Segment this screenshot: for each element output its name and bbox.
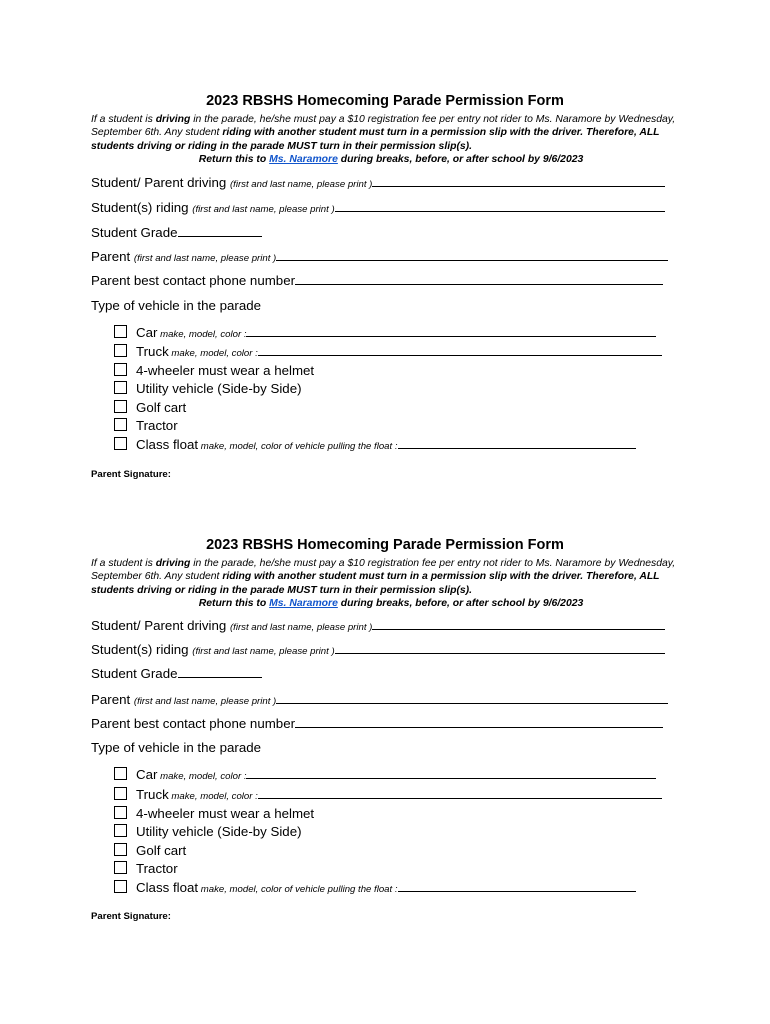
- option-4-wheeler[interactable]: 4-wheeler must wear a helmet: [114, 806, 314, 821]
- parent-name-field[interactable]: Parent (first and last name, please print ): [91, 692, 668, 707]
- option-utility-vehicle[interactable]: Utility vehicle (Side-by Side): [114, 824, 302, 839]
- checkbox[interactable]: [114, 437, 127, 450]
- checkbox[interactable]: [114, 824, 127, 837]
- student-parent-driving-field[interactable]: Student/ Parent driving (first and last name, please print ): [91, 618, 665, 633]
- student-grade-field[interactable]: Student Grade: [91, 225, 262, 240]
- student-grade-field[interactable]: Student Grade: [91, 666, 262, 681]
- option-utility-vehicle[interactable]: Utility vehicle (Side-by Side): [114, 381, 302, 396]
- option-class-float[interactable]: Class float make, model, color of vehicle pulling the float :: [114, 880, 636, 895]
- parent-phone-field[interactable]: Parent best contact phone number: [91, 716, 663, 731]
- checkbox[interactable]: [114, 418, 127, 431]
- form-instructions: If a student is driving in the parade, he/she must pay a $10 registration fee per entry not rider to Ms. Naramore by Wednesday, September 6th. Any student riding with another student must turn in a permission slip with the driver. Therefore, ALL students driving or riding in the parade MUST turn in their permission slip(s). Return this to Ms. Naramore during breaks, before, or after school by 9/6/2023: [91, 114, 676, 166]
- option-golf-cart[interactable]: Golf cart: [114, 400, 186, 415]
- checkbox[interactable]: [114, 400, 127, 413]
- checkbox[interactable]: [114, 363, 127, 376]
- checkbox[interactable]: [114, 861, 127, 874]
- vehicle-type-label: Type of vehicle in the parade: [91, 298, 262, 313]
- parent-signature-label: Parent Signature:: [91, 911, 171, 922]
- checkbox[interactable]: [114, 843, 127, 856]
- parent-signature-label: Parent Signature:: [91, 469, 171, 480]
- checkbox[interactable]: [114, 325, 127, 338]
- checkbox[interactable]: [114, 767, 127, 780]
- checkbox[interactable]: [114, 381, 127, 394]
- checkbox[interactable]: [114, 880, 127, 893]
- option-car[interactable]: Car make, model, color :: [114, 767, 656, 782]
- option-class-float[interactable]: Class float make, model, color of vehicle pulling the float :: [114, 437, 636, 452]
- option-car[interactable]: Car make, model, color :: [114, 325, 656, 340]
- vehicle-type-label: Type of vehicle in the parade: [91, 740, 262, 755]
- naramore-link[interactable]: Ms. Naramore: [269, 598, 338, 610]
- student-parent-driving-field[interactable]: Student/ Parent driving (first and last name, please print ): [91, 175, 665, 190]
- form-instructions: If a student is driving in the parade, he/she must pay a $10 registration fee per entry not rider to Ms. Naramore by Wednesday, September 6th. Any student riding with another student must turn in a permission slip with the driver. Therefore, ALL students driving or riding in the parade MUST turn in their permission slip(s). Return this to Ms. Naramore during breaks, before, or after school by 9/6/2023: [91, 558, 676, 610]
- option-4-wheeler[interactable]: 4-wheeler must wear a helmet: [114, 363, 314, 378]
- option-tractor[interactable]: Tractor: [114, 418, 178, 433]
- checkbox[interactable]: [114, 806, 127, 819]
- parent-phone-field[interactable]: Parent best contact phone number: [91, 273, 663, 288]
- students-riding-field[interactable]: Student(s) riding (first and last name, please print ): [91, 200, 665, 215]
- parent-name-field[interactable]: Parent (first and last name, please print ): [91, 249, 668, 264]
- naramore-link[interactable]: Ms. Naramore: [269, 154, 338, 166]
- checkbox[interactable]: [114, 787, 127, 800]
- checkbox[interactable]: [114, 344, 127, 357]
- option-golf-cart[interactable]: Golf cart: [114, 843, 186, 858]
- option-truck[interactable]: Truck make, model, color :: [114, 787, 662, 802]
- form-title: 2023 RBSHS Homecoming Parade Permission Form: [206, 537, 564, 553]
- option-tractor[interactable]: Tractor: [114, 861, 178, 876]
- option-truck[interactable]: Truck make, model, color :: [114, 344, 662, 359]
- students-riding-field[interactable]: Student(s) riding (first and last name, please print ): [91, 642, 665, 657]
- form-title: 2023 RBSHS Homecoming Parade Permission Form: [206, 93, 564, 109]
